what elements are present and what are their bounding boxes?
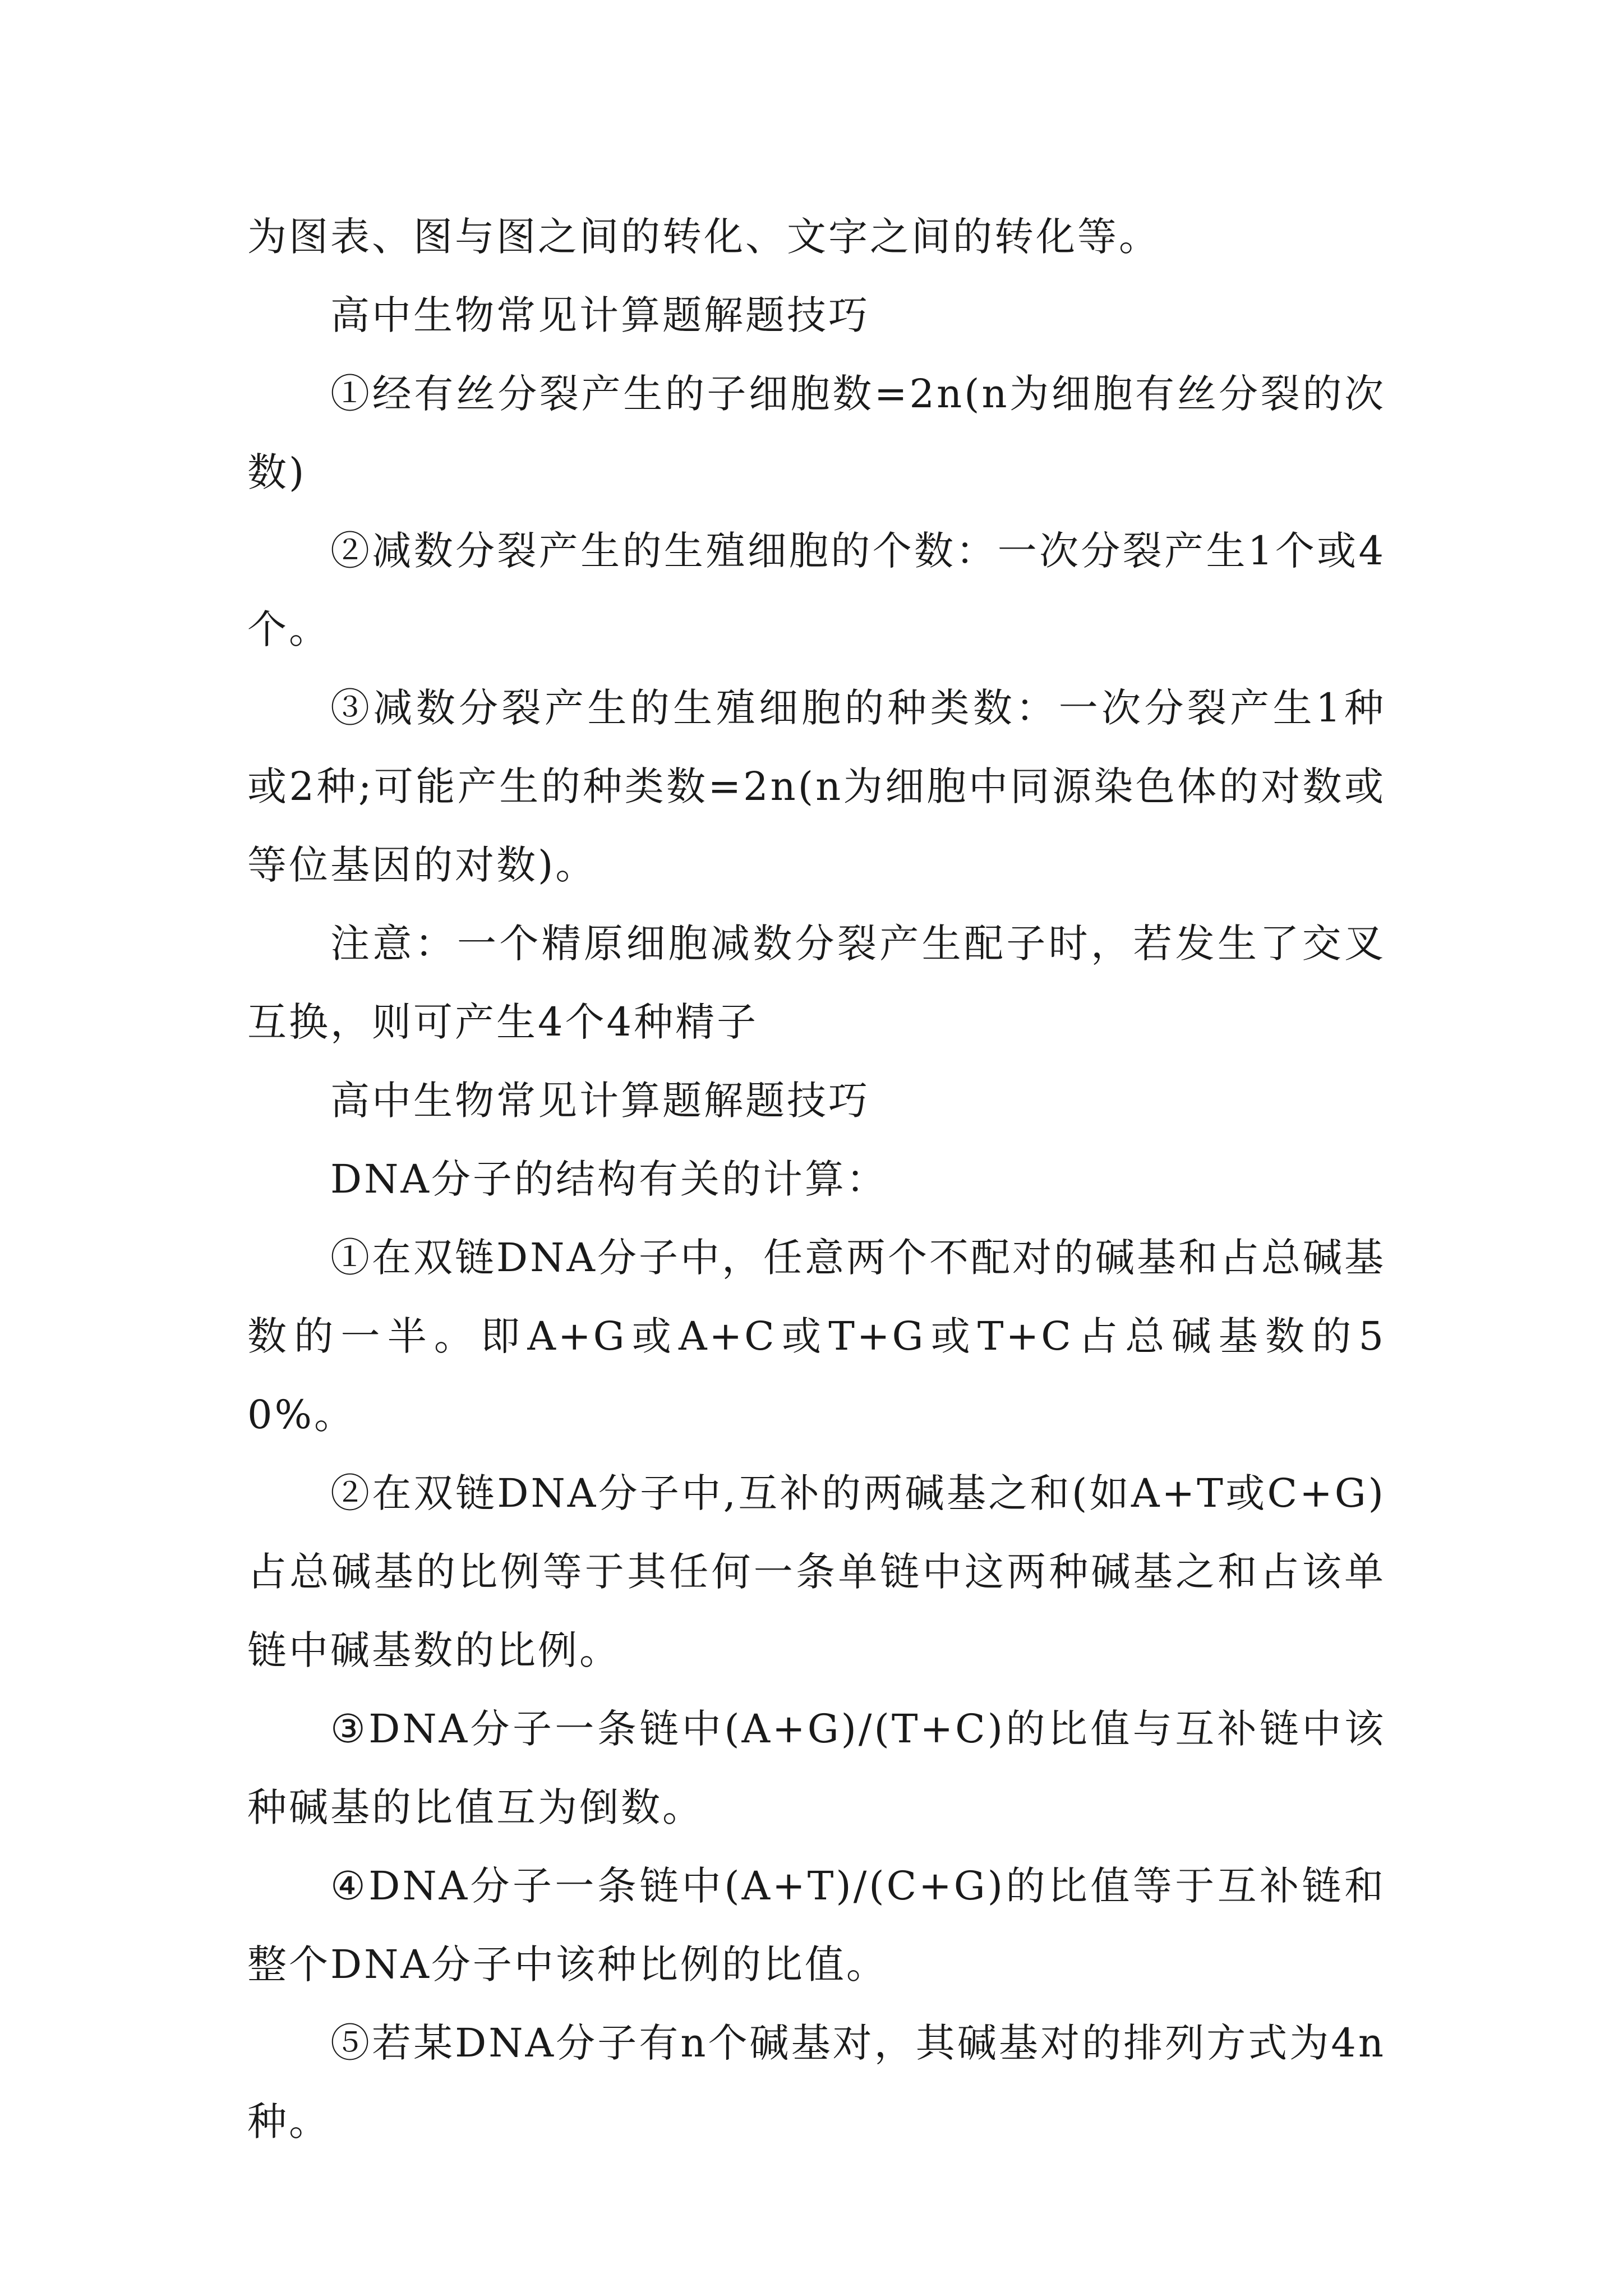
paragraph-mitosis-cell-count: ①经有丝分裂产生的子细胞数=2n(n为细胞有丝分裂的次数) [247,371,1386,495]
section-heading: 高中生物常见计算题解题技巧 [330,1078,870,1124]
paragraph-note-crossing-over: 注意：一个精原细胞减数分裂产生配子时，若发生了交叉互换，则可产生4个4种精子 [247,921,1386,1045]
paragraph-continuation: 为图表、图与图之间的转化、文字之间的转化等。 [247,214,1160,260]
paragraph-dna-rule-4: ④DNA分子一条链中(A+T)/(C+G)的比值等于互补链和整个DNA分子中该种比例的比值。 [247,1863,1386,1987]
paragraph-dna-rule-2: ②在双链DNA分子中,互补的两碱基之和(如A+T或C+G)占总碱基的比例等于其任何一条单链中这两种碱基之和占该单链中碱基数的比例。 [247,1470,1386,1673]
document-body [247,197,1386,2161]
subsection-heading-dna: DNA分子的结构有关的计算： [330,1156,888,1202]
paragraph-dna-rule-5: ⑤若某DNA分子有n个碱基对，其碱基对的排列方式为4n种。 [247,2020,1386,2145]
paragraph-dna-rule-3: ③DNA分子一条链中(A+G)/(T+C)的比值与互补链中该种碱基的比值互为倒数。 [247,1706,1386,1830]
paragraph-meiosis-cell-types: ③减数分裂产生的生殖细胞的种类数：一次分裂产生1种或2种;可能产生的种类数=2n(n为细胞中同源染色体的对数或等位基因的对数)。 [247,685,1386,888]
paragraph-dna-rule-1: ①在双链DNA分子中，任意两个不配对的碱基和占总碱基数的一半。即A+G或A+C或T+G或T+C占总碱基数的50%。 [247,1235,1386,1438]
paragraph-meiosis-cell-count: ②减数分裂产生的生殖细胞的个数：一次分裂产生1个或4个。 [247,528,1386,652]
section-heading: 高中生物常见计算题解题技巧 [330,292,870,338]
